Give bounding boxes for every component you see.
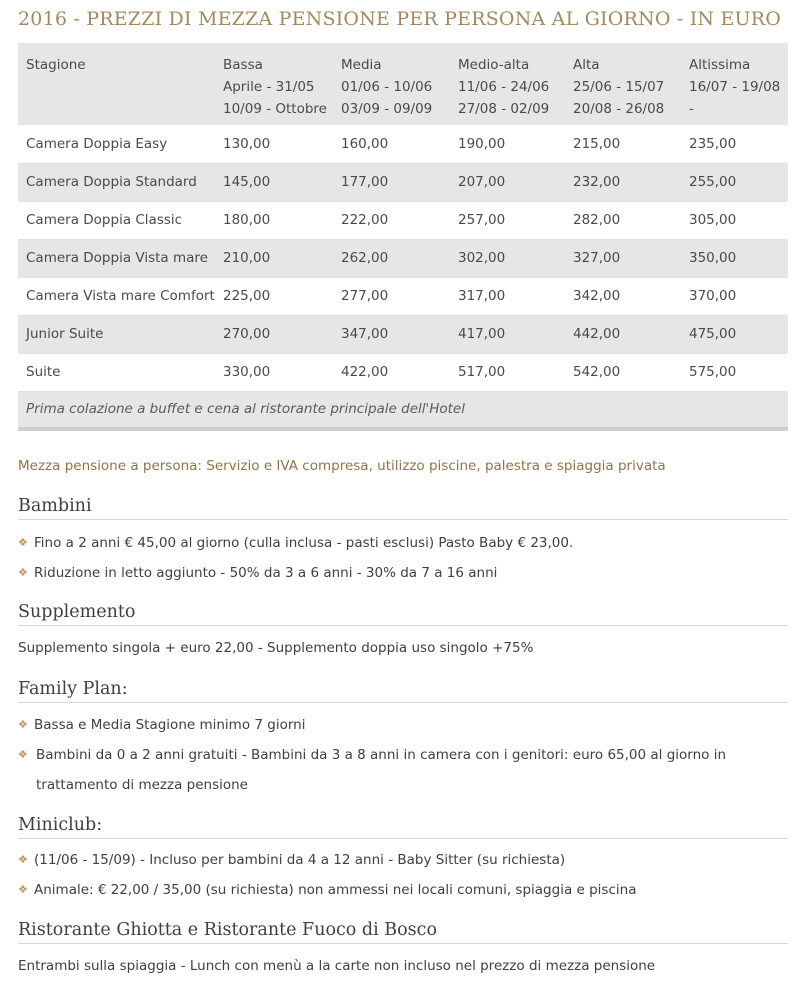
table-row — [18, 277, 788, 315]
header-medio-alta: Medio-alta 11/06 - 24/06 27/08 - 02/09 — [458, 57, 550, 117]
header-media: Media 01/06 - 10/06 03/09 - 09/09 — [341, 57, 433, 117]
price-cell: 210,00 — [223, 250, 271, 266]
list-item: ❖ Fino a 2 anni € 45,00 al giorno (culla inclusa - pasti esclusi) Pasto Baby € 23,00. — [18, 528, 778, 558]
diamond-bullet-icon: ❖ — [18, 883, 28, 896]
price-cell: 270,00 — [223, 326, 271, 342]
diamond-bullet-icon: ❖ — [18, 536, 28, 549]
price-cell: 177,00 — [341, 174, 389, 190]
header-bassa: Bassa Aprile - 31/05 10/09 - Ottobre — [223, 57, 327, 117]
room-name: Camera Doppia Standard — [26, 174, 197, 190]
room-name: Suite — [26, 364, 61, 380]
price-cell: 327,00 — [573, 250, 621, 266]
list-item: ❖ Riduzione in letto aggiunto - 50% da 3 a 6 anni - 30% da 7 a 16 anni — [18, 558, 778, 588]
ristorante-text: Entrambi sulla spiaggia - Lunch con menù a la carte non incluso nel prezzo di mezza pensione — [18, 958, 656, 974]
price-cell: 130,00 — [223, 135, 271, 152]
price-cell: 180,00 — [223, 212, 271, 228]
table-note: Prima colazione a buffet e cena al ristorante principale dell'Hotel — [26, 401, 465, 418]
price-cell: 207,00 — [458, 174, 506, 190]
list-item: ❖ Bambini da 0 a 2 anni gratuiti - Bambini da 3 a 8 anni in camera con i genitori: euro 65,00 al giorno in trattamento di mezza pensione — [18, 740, 778, 800]
page-title: 2016 - PREZZI DI MEZZA PENSIONE PER PERSONA AL GIORNO - IN EURO — [18, 8, 782, 30]
price-cell: 160,00 — [341, 135, 389, 152]
price-cell: 255,00 — [689, 174, 737, 190]
supplemento-text: Supplemento singola + euro 22,00 - Supplemento doppia uso singolo +75% — [18, 640, 534, 656]
table-row — [18, 239, 788, 277]
list-item: ❖ Animale: € 22,00 / 35,00 (su richiesta) non ammessi nei locali comuni, spiaggia e piscina — [18, 875, 778, 905]
price-cell: 282,00 — [573, 212, 621, 228]
half-board-note: Mezza pensione a persona: Servizio e IVA compresa, utilizzo piscine, palestra e spiaggia privata — [18, 458, 666, 474]
price-cell: 262,00 — [341, 250, 389, 266]
price-cell: 277,00 — [341, 288, 389, 304]
room-name: Camera Doppia Easy — [26, 135, 168, 152]
table-row — [18, 125, 788, 163]
price-cell: 342,00 — [573, 288, 621, 304]
price-cell: 215,00 — [573, 135, 621, 152]
list-item: ❖ (11/06 - 15/09) - Incluso per bambini da 4 a 12 anni - Baby Sitter (su richiesta) — [18, 845, 778, 875]
diamond-bullet-icon: ❖ — [18, 718, 28, 731]
heading-family-plan: Family Plan: — [18, 679, 788, 703]
heading-ristorante: Ristorante Ghiotta e Ristorante Fuoco di Bosco — [18, 920, 788, 944]
header-altissima: Altissima 16/07 - 19/08 - — [689, 57, 781, 117]
diamond-bullet-icon: ❖ — [18, 853, 28, 866]
price-cell: 330,00 — [223, 364, 271, 380]
price-cell: 305,00 — [689, 212, 737, 228]
price-cell: 190,00 — [458, 135, 506, 152]
price-cell: 302,00 — [458, 250, 506, 266]
list-item: ❖ Bassa e Media Stagione minimo 7 giorni — [18, 710, 778, 740]
price-cell: 225,00 — [223, 288, 271, 304]
diamond-bullet-icon: ❖ — [18, 748, 28, 761]
table-header-row — [18, 43, 788, 125]
table-note-row — [18, 391, 788, 429]
price-cell: 417,00 — [458, 326, 506, 342]
price-cell: 350,00 — [689, 250, 737, 266]
room-name: Camera Doppia Classic — [26, 212, 183, 228]
price-cell: 222,00 — [341, 212, 389, 228]
price-cell: 575,00 — [689, 364, 737, 380]
room-name: Junior Suite — [26, 326, 104, 342]
price-cell: 235,00 — [689, 135, 737, 152]
price-cell: 442,00 — [573, 326, 621, 342]
room-name: Camera Vista mare Comfort — [26, 288, 215, 304]
price-cell: 422,00 — [341, 364, 389, 380]
table-row — [18, 201, 788, 239]
header-stagione: Stagione — [26, 57, 86, 73]
table-row — [18, 353, 788, 391]
diamond-bullet-icon: ❖ — [18, 566, 28, 579]
table-row — [18, 163, 788, 201]
price-cell: 232,00 — [573, 174, 621, 190]
price-cell: 347,00 — [341, 326, 389, 342]
room-name: Camera Doppia Vista mare — [26, 250, 208, 266]
price-cell: 145,00 — [223, 174, 271, 190]
price-cell: 317,00 — [458, 288, 506, 304]
header-alta: Alta 25/06 - 15/07 20/08 - 26/08 — [573, 57, 665, 117]
price-cell: 257,00 — [458, 212, 506, 228]
heading-miniclub: Miniclub: — [18, 815, 788, 839]
price-table — [18, 43, 788, 431]
price-cell: 475,00 — [689, 326, 737, 342]
heading-supplemento: Supplemento — [18, 602, 788, 626]
price-cell: 542,00 — [573, 364, 621, 380]
price-cell: 370,00 — [689, 288, 737, 304]
price-cell: 517,00 — [458, 364, 506, 380]
heading-bambini: Bambini — [18, 496, 788, 520]
table-row — [18, 315, 788, 353]
